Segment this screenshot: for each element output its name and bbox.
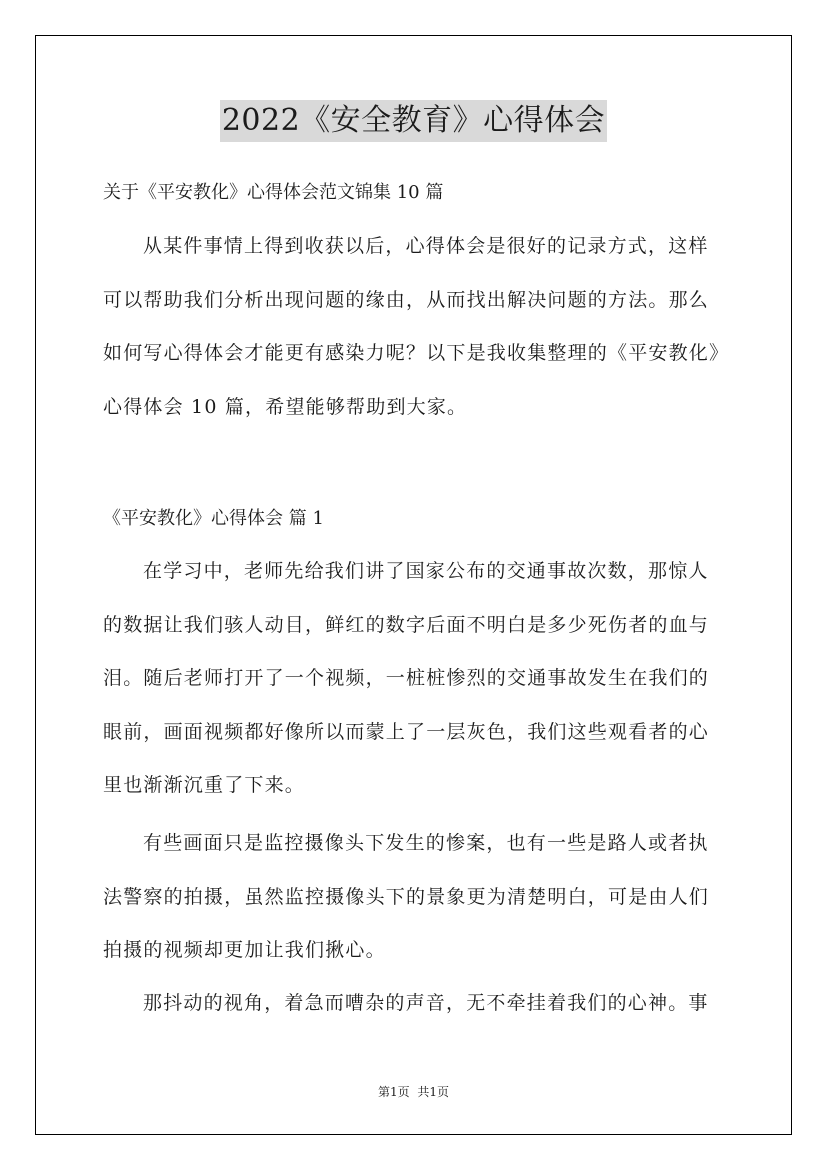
text-line: 泪。随后老师打开了一个视频，一桩桩惨烈的交通事故发生在我们的 [103, 667, 710, 689]
text-line: 拍摄的视频却更加让我们揪心。 [103, 939, 386, 961]
body-paragraph-3 [103, 990, 725, 1044]
intro-paragraph [103, 233, 730, 447]
document-title [0, 100, 827, 142]
text-line: 如何写心得体会才能更有感染力呢？以下是我收集整理的《平安教化》 [103, 342, 730, 364]
text-line: 法警察的拍摄，虽然监控摄像头下的景象更为清楚明白，可是由人们 [103, 885, 710, 908]
text-line: 心得体会 10 篇，希望能够帮助到大家。 [103, 395, 468, 418]
page-number-current: 第1页 [377, 1085, 410, 1099]
document-subtitle: 关于《平安教化》心得体会范文锦集 10 篇 [103, 182, 444, 203]
page-number-total: 共1页 [417, 1085, 450, 1099]
text-line: 从某件事情上得到收获以后，心得体会是很好的记录方式，这样 [143, 235, 709, 257]
text-line: 可以帮助我们分析出现问题的缘由，从而找出解决问题的方法。那么 [103, 288, 710, 311]
page-footer [0, 1083, 827, 1101]
text-line: 的数据让我们骇人动目，鲜红的数字后面不明白是多少死伤者的血与 [103, 613, 710, 636]
section-heading: 《平安教化》心得体会 篇 1 [103, 508, 324, 529]
body-paragraph-2 [103, 830, 725, 991]
text-line: 眼前，画面视频都好像所以而蒙上了一层灰色，我们这些观看者的心 [103, 720, 710, 743]
document-title-text: 2022《安全教育》心得体会 [220, 100, 607, 142]
text-line: 里也渐渐沉重了下来。 [103, 774, 306, 796]
text-line: 那抖动的视角，着急而嘈杂的声音，无不牵挂着我们的心神。事 [143, 992, 709, 1014]
text-line: 在学习中，老师先给我们讲了国家公布的交通事故次数，那惊人 [143, 560, 709, 582]
body-paragraph-1 [103, 558, 725, 826]
text-line: 有些画面只是监控摄像头下发生的惨案，也有一些是路人或者执 [143, 832, 709, 854]
